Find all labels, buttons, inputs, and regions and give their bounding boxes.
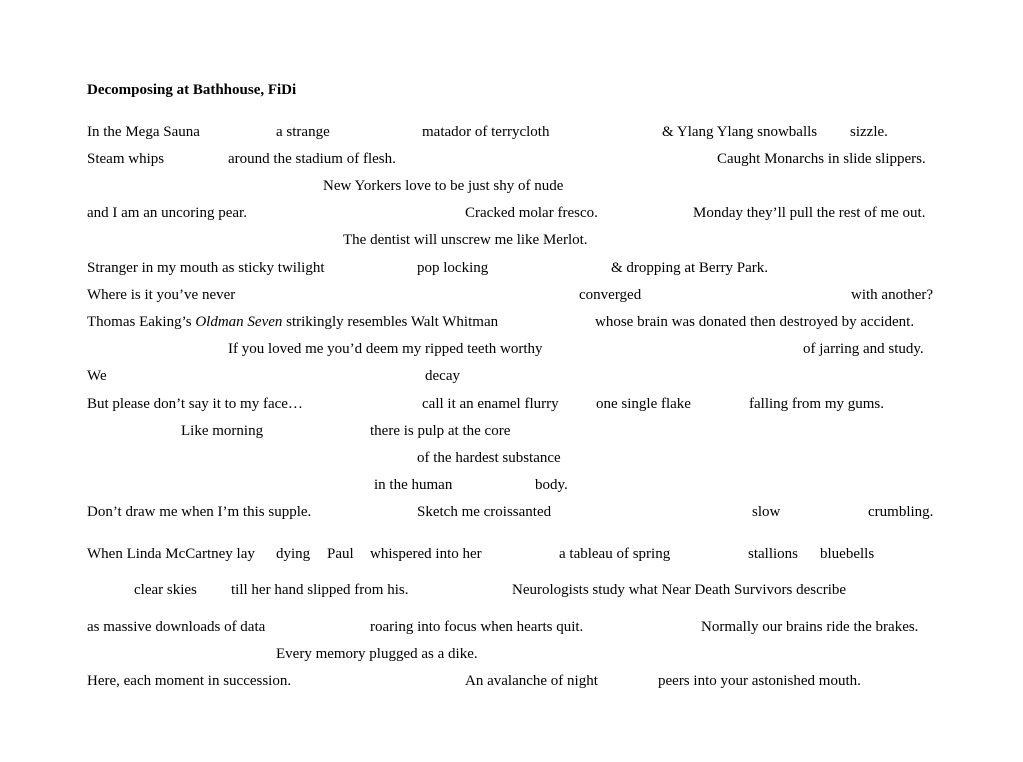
poem-fragment: till her hand slipped from his. — [231, 582, 409, 598]
poem-fragment: Cracked molar fresco. — [465, 205, 598, 221]
poem-fragment: of the hardest substance — [417, 450, 561, 466]
poem-fragment: converged — [579, 287, 642, 303]
poem-fragment: in the human — [374, 477, 453, 493]
poem-fragment: as massive downloads of data — [87, 619, 266, 635]
artwork-title: Oldman Seven — [195, 314, 283, 330]
poem-fragment: New Yorkers love to be just shy of nude — [323, 178, 564, 194]
poem-fragment: falling from my gums. — [749, 396, 884, 412]
poem-fragment: Sketch me croissanted — [417, 504, 552, 520]
poem-fragment: of jarring and study. — [803, 341, 924, 357]
poem-fragment: Neurologists study what Near Death Survivors describe — [512, 582, 847, 598]
poem-fragment: & Ylang Ylang snowballs — [662, 124, 818, 140]
poem-fragment: Every memory plugged as a dike. — [276, 646, 478, 662]
poem-title: Decomposing at Bathhouse, FiDi — [87, 82, 297, 98]
poem-fragment: When Linda McCartney lay — [87, 546, 255, 562]
poem-fragment: An avalanche of night — [465, 673, 598, 689]
poem-fragment: body. — [535, 477, 568, 493]
poem-fragment: whispered into her — [370, 546, 482, 562]
poem-fragment: Normally our brains ride the brakes. — [701, 619, 919, 635]
poem-fragment: Where is it you’ve never — [87, 287, 236, 303]
poem-fragment: and I am an uncoring pear. — [87, 205, 247, 221]
poem-fragment: Paul — [327, 546, 354, 562]
poem-fragment: Here, each moment in succession. — [87, 673, 292, 689]
poem-fragment-eakins — [87, 313, 498, 331]
poem-fragment: Monday they’ll pull the rest of me out. — [693, 205, 926, 221]
poem-fragment: bluebells — [820, 546, 875, 562]
poem-text: Thomas Eaking’s — [87, 314, 196, 330]
poem-fragment: sizzle. — [850, 124, 888, 140]
poem-text: strikingly resembles Walt Whitman — [282, 314, 499, 330]
poem-fragment: We — [87, 368, 107, 384]
poem-fragment: clear skies — [134, 582, 197, 598]
poem-fragment: pop locking — [417, 260, 489, 276]
poem-fragment: stallions — [748, 546, 799, 562]
poem-fragment: But please don’t say it to my face… — [87, 396, 303, 412]
poem-fragment: In the Mega Sauna — [87, 124, 200, 140]
poem-fragment: whose brain was donated then destroyed by accident. — [595, 314, 915, 330]
poem-fragment: roaring into focus when hearts quit. — [370, 619, 584, 635]
poem-fragment: with another? — [851, 287, 934, 303]
poem-fragment: one single flake — [596, 396, 691, 412]
poem-fragment: Like morning — [181, 423, 264, 439]
poem-fragment: call it an enamel flurry — [422, 396, 559, 412]
poem-fragment: & dropping at Berry Park. — [611, 260, 769, 276]
poem-fragment: The dentist will unscrew me like Merlot. — [343, 232, 588, 248]
poem-fragment: a tableau of spring — [559, 546, 671, 562]
poem-fragment: around the stadium of flesh. — [228, 151, 396, 167]
poem-fragment: matador of terrycloth — [422, 124, 550, 140]
poem-fragment: a strange — [276, 124, 330, 140]
poem-fragment: dying — [276, 546, 311, 562]
poem-fragment: decay — [425, 368, 460, 384]
poem-fragment: there is pulp at the core — [370, 423, 511, 439]
poem-fragment: slow — [752, 504, 781, 520]
poem-fragment: Steam whips — [87, 151, 165, 167]
poem-fragment: If you loved me you’d deem my ripped teeth worthy — [228, 341, 543, 357]
poem-fragment: Stranger in my mouth as sticky twilight — [87, 260, 325, 276]
poem-fragment: crumbling. — [868, 504, 934, 520]
poem-fragment: Caught Monarchs in slide slippers. — [717, 151, 926, 167]
poem-fragment: Don’t draw me when I’m this supple. — [87, 504, 312, 520]
poem-fragment: peers into your astonished mouth. — [658, 673, 861, 689]
